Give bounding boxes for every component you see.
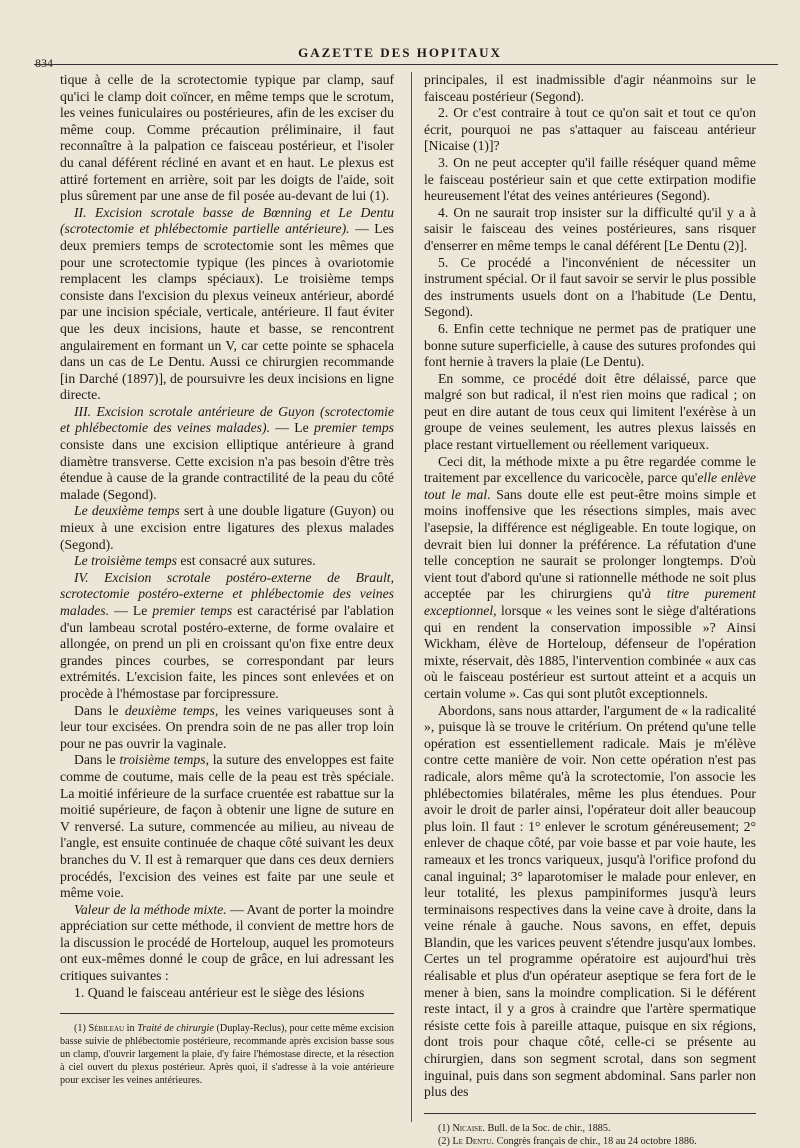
paragraph-text: Dans le bbox=[74, 752, 120, 768]
emphasis: troisième temps bbox=[119, 752, 206, 768]
paragraph: 4. On ne saurait trop insister sur la difficulté qu'il y a à saisir le faisceau des veines postérieures, sans risquer d'enserrer en même temps le canal déférent [Le Dentu (2)]. bbox=[424, 204, 756, 253]
footnote-number: (2) bbox=[438, 1135, 453, 1147]
paragraph: 1. Quand le faisceau antérieur est le siège des lésions bbox=[74, 984, 365, 1000]
paragraph: tique à celle de la scrotectomie typique par clamp, sauf qu'ici le clamp doit coïncer, en même temps que le scrotum, les veines funiculaires ou postérieures, afin de les exciser du même coup. Comme précaution préliminaire, il faut reconnaître à la palpation ce faisceau postérieur, et l'isoler du canal déférent récliné en avant et en haut. Le plexus est attiré fortement en arrière, soit par les doigts de l'aide, soit plus sûrement par une anse de fil posée au-devant de lui (1). bbox=[60, 72, 394, 204]
paragraph-text: — Le bbox=[270, 420, 314, 436]
paragraph bbox=[60, 570, 394, 703]
paragraph: 2. Or c'est contraire à tout ce qu'on sait et tout ce qu'on écrit, pourquoi ne pas s'attaquer au faisceau antérieur [Nicaise (1)]? bbox=[424, 105, 756, 154]
paragraph-text: . Sans doute elle est peut-être moins simple et moins inoffensive que les résections simples, mais avec l'asepsie, la différence est négligeable. En toute logique, on devrait bien lui donner la préférence. La réfutation d'une telle conception ne saurait se prolonger longtemps. D'où vient tout d'abord qu'une si rationnelle méthode ne soit plus acceptée par les chirurgiens qu' bbox=[424, 486, 757, 602]
paragraph bbox=[60, 752, 394, 901]
footnote-author: Nicaise bbox=[452, 1122, 483, 1134]
paragraph-text: , lorsque « les veines sont le siège d'altérations qui en rendent la conservation impossible »? Ainsi Wickham, élève de Horteloup, défenseur de l'opération mixte, réservait, dès 1885, l'intervention combinée « aux cas où le faisceau postérieur est surtout atteint et a acquis un certain volume ». Cas qui sont plutôt exceptionnels. bbox=[424, 603, 756, 701]
footnote-number: (1) bbox=[74, 1023, 89, 1035]
paragraph bbox=[60, 703, 394, 753]
emphasis: Le troisième temps bbox=[74, 553, 177, 569]
paragraph-text: consiste dans une excision elliptique antérieure à grand diamètre transverse. Cette excision n'a pas besoin d'être très étendue à cause de la grande contractilité de la peau du côté malade (Segond). bbox=[60, 437, 394, 502]
paragraph bbox=[60, 553, 394, 570]
paragraph-text: Ceci dit, la méthode mixte a pu être regardée comme le traitement par excellence du varicocèle, parce qu' bbox=[424, 453, 756, 486]
paragraph-text: est caractérisé par l'ablation d'un lambeau scrotal postéro-externe, de forme ovalaire et allongée, on prend un pli en croissant qu'on fixe entre deux grandes pinces courbes, se correspondant par leurs extrémités. L'excision faite, les pinces sont enlevées et on procède à l'hémostase par forcipressure. bbox=[60, 603, 395, 701]
column-divider bbox=[411, 72, 412, 1122]
paragraph bbox=[60, 205, 394, 404]
footnote-rule bbox=[60, 1013, 394, 1014]
footnote bbox=[424, 1122, 756, 1135]
right-column bbox=[424, 72, 756, 1148]
paragraph bbox=[60, 902, 394, 985]
left-column bbox=[60, 72, 394, 1087]
section-heading: II. Excision scrotale basse de Bœnning et Le Dentu (scrotectomie et phlébectomie partielle antérieure). bbox=[60, 204, 394, 237]
footnotes bbox=[424, 1122, 756, 1148]
paragraph-text: , la suture des enveloppes est faite comme de coutume, mais celle de la peau est très spéciale. La moitié inférieure de la surface cruentée est rabattue sur la moitié supérieure, de façon à obtenir une ligne de suture en V renversé. La suture, commencée au milieu, au niveau de l'angle, est ensuite continuée de chaque côté suivant les deux branches du V. Il est à remarquer que dans ces deux derniers procédés, l'excision des veines est faite par une seule et même voie. bbox=[60, 752, 394, 901]
emphasis: elle enlève tout le mal bbox=[424, 470, 756, 502]
footnote bbox=[424, 1135, 756, 1148]
paragraph: 6. Enfin cette technique ne permet pas de pratiquer une bonne suture superficielle, à cause des sutures profondes qui font hernie à travers la plaie (Le Dentu). bbox=[424, 320, 756, 370]
emphasis: Le deuxième temps bbox=[74, 503, 180, 519]
footnote-text: . Bull. de la Soc. de chir., 1885. bbox=[482, 1122, 611, 1134]
paragraph-text: , les veines variqueuses sont à leur tour excisées. On prendra soin de ne pas aller trop loin pour ne pas ouvrir la vaginale. bbox=[60, 702, 395, 751]
emphasis: à titre purement exceptionnel bbox=[424, 586, 756, 618]
emphasis: premier temps bbox=[313, 420, 394, 436]
paragraph-text: sert à une double ligature (Guyon) ou mieux à une excision entre ligatures des plexus malades (Segond). bbox=[60, 503, 394, 552]
paragraph: 5. Ce procédé a l'inconvénient de nécessiter un instrument spécial. Or il faut savoir se servir le plus possible des instruments usuels dont on a l'habitude (Le Dentu, Segond). bbox=[424, 254, 756, 320]
paragraph: Abordons, sans nous attarder, l'argument de « la radicalité », puisque là se trouve le critérium. On prétend qu'une telle opération est essentiellement radicale. Mais je m'élève contre cette manière de voir. Non cette opération n'est pas radicale, alors même qu'à la scrotectomie, l'on associe les phlébectomies bilatérales, même les plus étendues. Pour avoir le droit de parler ainsi, l'opérateur doit aller beaucoup plus loin. Il faut : 1° enlever le scrotum généreusement; 2° enlever de chaque côté, par voie basse et par voie haute, les rameaux et les troncs variqueux, jusqu'à l'orifice profond du canal inguinal; 3° laparotomiser le malade pour enlever, en leur totalité, les plexus pampiniformes jusqu'à leurs terminaisons respectives dans la veine cave à droite, dans la veine rénale à gauche. Nous savons, en effet, depuis Blandin, que les varices peuvent s'étendre jusqu'aux lombes. Certes un tel programme opératoire est aujourd'hui très réalisable et plus d'un opérateur aseptique se fera fort de le mener à bien, sans la moindre complication. Si le déférent reste intact, il y a gros à craindre que l'artère spermatique résiste cette fois à pareille attaque, puisque en six régions, dont trois pour chaque côté, celle-ci se présente au chirurgien, dans son segment scrotal, dans son segment inguinal, puis dans son segment abdominal. Sans parler non plus des bbox=[424, 702, 756, 1100]
paragraph-text: — Les deux premiers temps de scrotectomie sont les mêmes que pour une scrotectomie typique (les pinces à ovariotomie remplacent les clamps spéciaux). Le troisième temps consiste dans l'excision du plexus veineux antérieur, abordé par une incision spéciale, verticale, antérieure. Il faut éviter que les deux incisions, haute et basse, se rencontrent angulairement en formant un V, car cette pointe se sphacela dans un cas de Le Dentu. Aussi ce chirurgien recommande [in Darché (1897)], de poursuivre les deux incisions en ligne directe. bbox=[60, 221, 394, 403]
page-number: 834 bbox=[35, 56, 53, 70]
section-heading: III. Excision scrotale antérieure de Guyon (scrotectomie et phlébectomie des veines malades). bbox=[60, 403, 394, 436]
emphasis: deuxième temps bbox=[124, 702, 215, 718]
paragraph bbox=[60, 404, 394, 504]
paragraph-text: est consacré aux sutures. bbox=[176, 553, 316, 569]
footnote bbox=[60, 1022, 394, 1087]
footnote-text: in bbox=[124, 1023, 138, 1035]
paragraph: 3. On ne peut accepter qu'il faille réséquer quand même le faisceau postérieur sain et que cette extirpation modifie heureusement l'état des veines antérieures (Segond). bbox=[424, 154, 756, 204]
footnote-text: (Duplay-Reclus), pour cette même excision basse suivie de phlébectomie postérieure, recommande après excision basse sous un clamp, d'ouvrir largement la plaie, d'y faire l'hémostase directe, et la résection à ciel ouvert du plexus postérieur. Après quoi, il s'adresse à la voie antérieure pour exciser les veines antérieures. bbox=[60, 1023, 394, 1087]
footnote-author: Sébileau bbox=[88, 1023, 125, 1035]
footnote-author: Le Dentu bbox=[452, 1135, 492, 1147]
paragraph-text: — Le bbox=[109, 603, 153, 618]
paragraph-text: Dans le bbox=[74, 702, 125, 718]
header-rule bbox=[34, 64, 778, 65]
section-heading: Valeur de la méthode mixte. bbox=[74, 901, 227, 917]
footnote-title: Traité de chirurgie bbox=[137, 1023, 214, 1035]
footnote-number: (1) bbox=[438, 1122, 453, 1134]
emphasis: premier temps bbox=[152, 603, 233, 618]
footnote-rule bbox=[424, 1113, 756, 1114]
footnotes bbox=[60, 1022, 394, 1087]
paragraph: En somme, ce procédé doit être délaissé, parce que malgré son but radical, il n'est rien moins que radical ; on peut en dire autant de tous ceux qui limitent l'exérèse à un groupe de veines seulement, les autres plexus laissés en place restant virtuellement ou réellement variqueux. bbox=[424, 370, 756, 453]
section-heading: IV. Excision scrotale postéro-externe de Brault, scrotectomie postéro-externe et phlébectomie des veines malades. bbox=[60, 569, 394, 618]
paragraph bbox=[60, 503, 394, 553]
paragraph: principales, il est inadmissible d'agir néanmoins sur le faisceau postérieur (Segond). bbox=[424, 72, 756, 104]
journal-title: GAZETTE DES HOPITAUX bbox=[298, 45, 502, 60]
paragraph bbox=[424, 454, 756, 703]
footnote-text: . Congrès français de chir., 18 au 24 octobre 1886. bbox=[491, 1135, 697, 1147]
paragraph-text: — Avant de porter la moindre appréciation sur cette méthode, il convient de mettre hors de la discussion le procédé de Horteloup, auquel les promoteurs ont eux-mêmes donné le coup de grâce, en lui adressant les critiques suivantes : bbox=[60, 901, 394, 984]
